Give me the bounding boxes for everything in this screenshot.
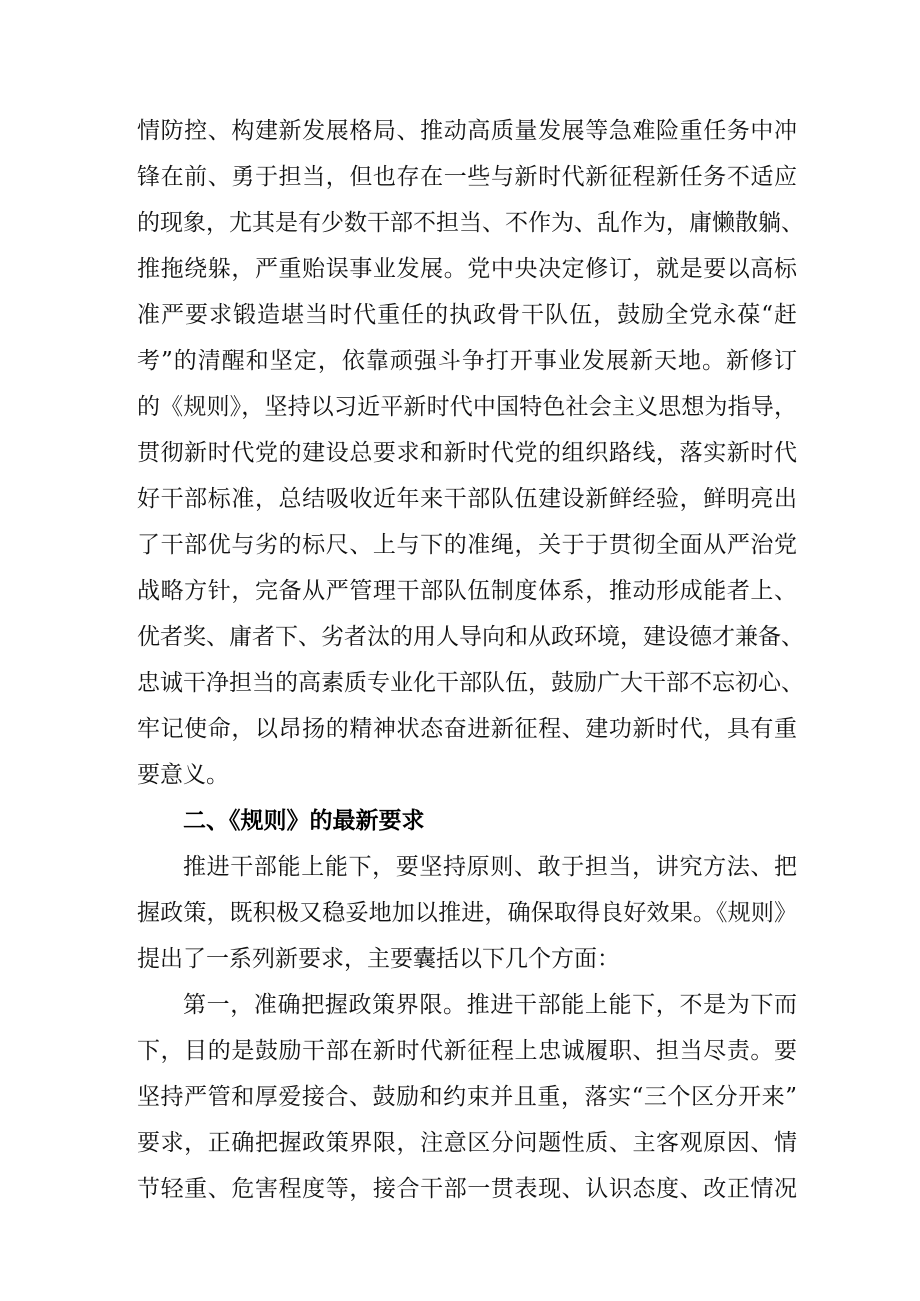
- text-line: 贯彻新时代党的建设总要求和新时代党的组织路线，落实新时代: [137, 440, 797, 466]
- text-line: 推拖绕躲，严重贻误事业发展。党中央决定修订，就是要以高标: [137, 256, 797, 282]
- text-line: 要意义。: [137, 762, 229, 788]
- text-line: 下，目的是鼓励干部在新时代新征程上忠诚履职、担当尽责。要: [137, 1038, 797, 1064]
- paragraph-2: [137, 844, 797, 982]
- text-line: 考”的清醒和坚定，依靠顽强斗争打开事业发展新天地。新修订: [137, 348, 797, 374]
- text-line: 优者奖、庸者下、劣者汰的用人导向和从政环境，建设德才兼备、: [137, 624, 804, 650]
- text-line: 了干部优与劣的标尺、上与下的准绳，关于于贯彻全面从严治党: [137, 532, 797, 558]
- text-line: 战略方针，完备从严管理干部队伍制度体系，推动形成能者上、: [137, 578, 797, 604]
- text-line: 节轻重、危害程度等，接合干部一贯表现、认识态度、改正情况: [137, 1176, 797, 1202]
- document-body: [137, 108, 804, 1212]
- text-line: 提出了一系列新要求，主要囊括以下几个方面：: [137, 946, 620, 972]
- paragraph-1: [137, 108, 804, 798]
- text-line: 情防控、构建新发展格局、推动高质量发展等急难险重任务中冲: [137, 118, 797, 144]
- text-line: 准严要求锻造堪当时代重任的执政骨干队伍，鼓励全党永葆“赶: [137, 302, 797, 328]
- paragraph-3: [137, 982, 797, 1212]
- text-line: 第一，准确把握政策界限。推进干部能上能下，不是为下而: [183, 992, 797, 1018]
- text-line: 要求，正确把握政策界限，注意区分问题性质、主客观原因、情: [137, 1130, 797, 1156]
- text-line: 坚持严管和厚爱接合、鼓励和约束并且重，落实“三个区分开来”: [137, 1084, 797, 1110]
- text-line: 牢记使命，以昂扬的精神状态奋进新征程、建功新时代，具有重: [137, 716, 797, 742]
- text-line: 忠诚干净担当的高素质专业化干部队伍，鼓励广大干部不忘初心、: [137, 670, 804, 696]
- text-line: 好干部标准，总结吸收近年来干部队伍建设新鲜经验，鲜明亮出: [137, 486, 797, 512]
- text-line: 锋在前、勇于担当，但也存在一些与新时代新征程新任务不适应: [137, 164, 797, 190]
- text-line: 推进干部能上能下，要坚持原则、敢于担当，讲究方法、把: [183, 854, 797, 880]
- text-line: 握政策，既积极又稳妥地加以推进，确保取得良好效果。《规则》: [137, 900, 797, 926]
- text-line: 的《规则》，坚持以习近平新时代中国特色社会主义思想为指导，: [137, 394, 797, 420]
- section-heading: 二、《规则》的最新要求: [183, 808, 425, 834]
- text-line: 的现象，尤其是有少数干部不担当、不作为、乱作为，庸懒散躺、: [137, 210, 804, 236]
